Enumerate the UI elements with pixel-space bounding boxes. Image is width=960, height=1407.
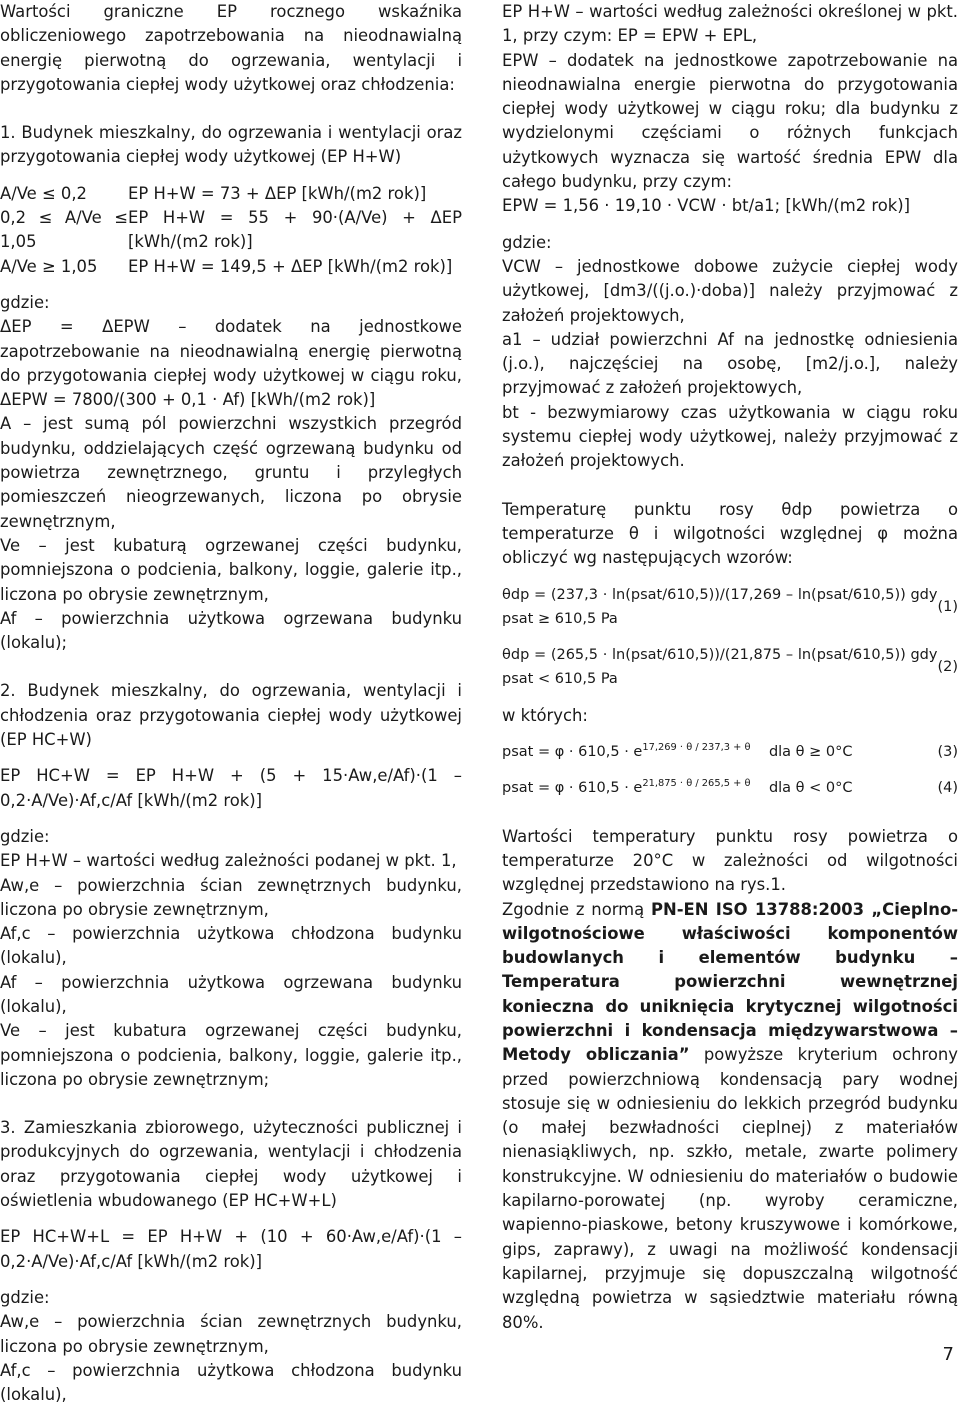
- equation-3-condition: dla θ ≥ 0°C: [768, 744, 853, 761]
- left-column: [0, 0, 462, 1407]
- condition-2: 0,2 ≤ A/Ve ≤ 1,05: [0, 208, 128, 252]
- definition: ΔEP = ΔEPW – dodatek na jednostkowe zapotrzebowanie na nieodnawialną energię pierwotną do przygotowania ciepłej wody użytkowej w ciągu roku, ΔEPW = 7800/(300 + 0,1 · Af) [kWh/(m2 rok)]: [0, 317, 462, 410]
- section-3-heading: 3. Zamieszkania zbiorowego, użyteczności publicznej i produkcyjnych do ogrzewania, wentylacji i chłodzenia oraz przygotowania ciepłej wody użytkowej i oświetlenia wbudowanego (EP HC+W+L): [0, 1118, 462, 1211]
- definition: VCW – jednostkowe dobowe zużycie ciepłej wody użytkowej, [dm3/((j.o.)·doba)] należy przyjmować z założeń projektowych,: [502, 256, 958, 325]
- definition: Aw,e – powierzchnia ścian zewnętrznych budynku, liczona po obrysie zewnętrznym,: [0, 875, 462, 919]
- section-2-heading: 2. Budynek mieszkalny, do ogrzewania, wentylacji i chłodzenia oraz przygotowania ciepłej wody użytkowej (EP HC+W): [0, 681, 462, 750]
- definition: bt - bezwymiarowy czas użytkowania w ciągu roku systemu ciepłej wody użytkowej, należy przyjmować z założeń projektowych.: [502, 402, 958, 471]
- dew-point-intro: Temperaturę punktu rosy θdp powietrza o temperaturze θ i wilgotności względnej φ można obliczyć wg następujących wzorów:: [502, 499, 958, 568]
- equation-4-number: (4): [937, 780, 958, 797]
- w-ktorych-label: w których:: [502, 705, 588, 725]
- epw-definition: EPW – dodatek na jednostkowe zapotrzebowanie na nieodnawialna energie pierwotna do przygotowania ciepłej wody użytkowej w ciągu roku; dla budynku z wydzielonymi częściami o różnych funkcjach użytkowych wyznacza się wartość średnia EPW dla całego budynku, przy czym:: [502, 50, 958, 192]
- gdzie-label: gdzie:: [0, 292, 50, 312]
- definition: Af – powierzchnia użytkowa ogrzewana budynku (lokalu),: [0, 972, 462, 1016]
- equation-3-number: (3): [937, 744, 958, 761]
- section-2-formula: EP HC+W = EP H+W + (5 + 15·Aw,e/Af)·(1 – 0,2·A/Ve)·Af,c/Af [kWh/(m2 rok)]: [0, 766, 462, 810]
- epw-formula: EPW = 1,56 · 19,10 · VCW · bt/a1; [kWh/(m2 rok)]: [502, 196, 911, 216]
- definition: Aw,e – powierzchnia ścian zewnętrznych budynku, liczona po obrysie zewnętrznym,: [0, 1312, 462, 1356]
- condition-3: A/Ve ≥ 1,05: [0, 256, 98, 276]
- right-column: [502, 0, 958, 1335]
- equation-3: [502, 740, 958, 764]
- equation-2-number: (2): [937, 659, 958, 676]
- condition-1: A/Ve ≤ 0,2: [0, 183, 87, 203]
- equation-2-body: θdp = (265,5 · ln(psat/610,5))/(21,875 – ln(psat/610,5)) gdy psat < 610,5 Pa: [502, 647, 938, 688]
- gdzie-label: gdzie:: [502, 232, 552, 252]
- ep-definition: EP H+W – wartości według zależności określonej w pkt. 1, przy czym: EP = EPW + EPL,: [502, 2, 958, 46]
- section-3-formula: EP HC+W+L = EP H+W + (10 + 60·Aw,e/Af)·(1 – 0,2·A/Ve)·Af,c/Af [kWh/(m2 rok)]: [0, 1227, 462, 1271]
- definition: A – jest sumą pól powierzchni wszystkich przegród budynku, oddzielających część ogrzewaną budynku od powietrza zewnętrznego, gruntu i przyległych pomieszczeń nieogrzewanych, liczona po obrysie zewnętrznym,: [0, 414, 462, 531]
- standard-paragraph: Zgodnie z normą PN-EN ISO 13788:2003 „Cieplno-wilgotnościowe właściwości komponentów budowlanych i elementów budynku – Temperatura powierzchni wewnętrznej konieczna do uniknięcia krytycznej wilgotności powierzchni i kondensacja międzywarstwowa – Metody obliczania” powyższe kryterium ochrony przed powierzchniową kondensacją pary wodnej stosuje się w odniesieniu do lekkich przegród budynku (o małej bezwładności cieplnej) z materiałów nienasiąkliwych, np. szkło, metale, zwarte polimery konstrukcyjne. W odniesieniu do materiałów o budowie kapilarno-porowatej (np. wyroby ceramiczne, wapienno-piaskowe, betony kruszywowe i komórkowe, gips, zaprawy), z uwagi na możliwość kondensacji kapilarnej, przyjmuje się dopuszczalną wilgotność względną powietrza w sąsiedztwie materiału równą 80%.: [502, 899, 959, 1332]
- figure-reference-paragraph: Wartości temperatury punktu rosy powietrza o temperaturze 20°C w zależności od wilgotności względnej przedstawiono na rys.1.: [502, 826, 958, 895]
- gdzie-label: gdzie:: [0, 1287, 50, 1307]
- equation-4-exponent: 21,875 · θ / 265,5 + θ: [642, 778, 751, 790]
- equation-3-body: psat = $\varphi \cdot 610,5 \cdot e^{17,269 \cdot \theta / 237,3 + \theta}$ dla θ ≥ 0°C: [502, 742, 853, 761]
- equation-1: [502, 583, 958, 632]
- definition: Ve – jest kubaturą ogrzewanej części budynku, pomniejszona o podcienia, balkony, loggie, galerie itp., liczona po obrysie zewnętrznym,: [0, 535, 462, 604]
- definition: Af – powierzchnia użytkowa ogrzewana budynku (lokalu);: [0, 608, 462, 653]
- definition: a1 – udział powierzchni Af na jednostkę odniesienia (j.o.), najczęściej na osobę, [m2/j.o.], należy przyjmować z założeń projektowych,: [502, 329, 958, 398]
- formula-3: EP H+W = 149,5 + ΔEP [kWh/(m2 rok)]: [128, 256, 453, 276]
- definition: Ve – jest kubatura ogrzewanej części budynku, pomniejszona o podcienia, balkony, loggie, galerie itp., liczona po obrysie zewnętrznym;: [0, 1021, 462, 1089]
- definition: Af,c – powierzchnia użytkowa chłodzona budynku (lokalu),: [0, 924, 462, 968]
- equation-2: [502, 643, 958, 692]
- equation-4-body: psat = $\varphi \cdot 610,5 \cdot e^{21,875 \cdot \theta / 265,5 + \theta}$ dla θ < 0°C: [502, 778, 853, 797]
- intro-paragraph: Wartości graniczne EP rocznego wskaźnika obliczeniowego zapotrzebowania na nieodnawialną energię pierwotną do ogrzewania, wentylacji i przygotowania ciepłej wody użytkowej oraz chłodzenia:: [0, 2, 462, 94]
- equation-1-number: (1): [937, 598, 958, 615]
- equation-4-condition: dla θ < 0°C: [768, 780, 853, 797]
- section-1-formula-table: [0, 182, 462, 279]
- equation-4: [502, 776, 958, 800]
- definition: Af,c – powierzchnia użytkowa chłodzona budynku (lokalu),: [0, 1360, 462, 1405]
- formula-1: EP H+W = 73 + ΔEP [kWh/(m2 rok)]: [128, 183, 427, 203]
- page-number: 7: [942, 1344, 954, 1365]
- section-1-heading: 1. Budynek mieszkalny, do ogrzewania i wentylacji oraz przygotowania ciepłej wody użytkowej (EP H+W): [0, 123, 462, 167]
- standard-title: PN-EN ISO 13788:2003 „Cieplno-wilgotnościowe właściwości komponentów budowlanych i elementów budynku – Temperatura powierzchni wewnętrznej konieczna do uniknięcia krytycznej wilgotności powierzchni i kondensacja międzywarstwowa – Metody obliczania”: [502, 899, 959, 1065]
- gdzie-label: gdzie:: [0, 826, 50, 846]
- definition: EP H+W – wartości według zależności podanej w pkt. 1,: [0, 851, 457, 871]
- equation-3-exponent: 17,269 · θ / 237,3 + θ: [642, 742, 751, 754]
- equation-1-body: θdp = (237,3 · ln(psat/610,5))/(17,269 – ln(psat/610,5)) gdy psat ≥ 610,5 Pa: [502, 586, 938, 627]
- formula-2: EP H+W = 55 + 90·(A/Ve) + ΔEP [kWh/(m2 rok)]: [128, 208, 462, 252]
